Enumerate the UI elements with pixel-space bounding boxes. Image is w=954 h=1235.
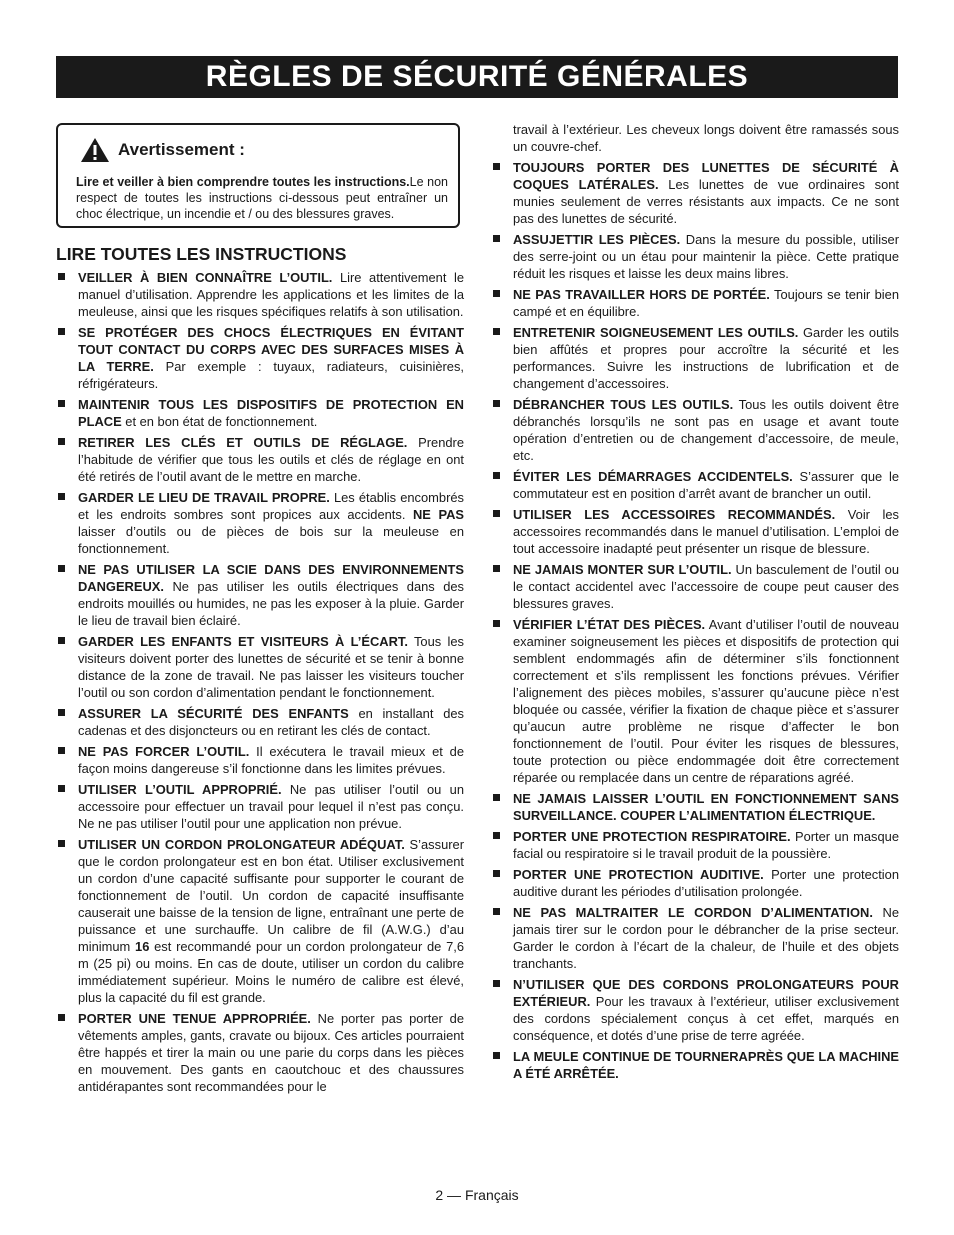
rule-lead: ASSURER LA SÉCURITÉ DES ENFANTS: [78, 706, 349, 721]
rule-text: Les lunettes de vue ordinaires sont munies seulement de verres résistants aux impacts. Ce ne sont pas des lunettes de sécurité.: [513, 177, 900, 226]
rule-lead: GARDER LES ENFANTS ET VISITEURS À L’ÉCART.: [78, 634, 408, 649]
rule-item: [56, 434, 464, 485]
rule-text: Avant d’utiliser l’outil de nouveau examiner soigneusement les pièces et dispositifs de protection qui semblent endommagés afin de déterminer s’ils fonctionnent correctement et s’ils remplissent les fonctions prévues. Vérifier l’alignement des pièces mobiles, s’assurer qu’aucune pièce n’est bloquée ou cassée, vérifier la fixation de chaque pièce et s’assurer qu’aucun autre problème ne risque d’affecter le bon fonctionnement de l’outil. Pour éviter les risques de blessures, toute protection ou pièce endommagée doit être correctement réparée ou remplacée dans un centre de réparations agréé.: [513, 617, 899, 785]
rule-item: [56, 1010, 464, 1095]
rule-item: [56, 561, 464, 629]
rule-item: [491, 904, 899, 972]
square-bullet-icon: [58, 328, 65, 335]
rule-lead: LA MEULE CONTINUE DE TOURNERAPRÈS QUE LA MACHINE A ÉTÉ ARRÊTÉE.: [513, 1049, 899, 1081]
rule-lead: N’UTILISER QUE DES CORDONS PROLONGATEURS POUR EXTÉRIEUR.: [513, 977, 899, 1009]
rule-text: Par exemple : tuyaux, radiateurs, cuisinières, réfrigérateurs.: [78, 359, 464, 391]
rule-lead: SE PROTÉGER DES CHOCS ÉLECTRIQUES EN ÉVITANT TOUT CONTACT DU CORPS AVEC DES SURFACES MISES À LA TERRE.: [78, 325, 464, 374]
rule-item: [491, 324, 899, 392]
square-bullet-icon: [493, 510, 500, 517]
rule-text: et en bon état de fonctionnement.: [121, 414, 318, 429]
rule-item: [491, 828, 899, 862]
right-rule-list: [491, 159, 899, 1082]
section-heading: LIRE TOUTES LES INSTRUCTIONS: [56, 244, 347, 264]
rule-lead: ASSUJETTIR LES PIÈCES.: [513, 232, 681, 247]
rule-text-secondary: laisser d’outils ou de pièces de bois sur la meuleuse en fonctionnement.: [78, 524, 464, 556]
square-bullet-icon: [493, 620, 500, 627]
rule-item: [56, 781, 464, 832]
square-bullet-icon: [493, 400, 500, 407]
rule-item: [491, 468, 899, 502]
rule-item: [56, 269, 464, 320]
rule-item: [56, 324, 464, 392]
square-bullet-icon: [493, 290, 500, 297]
rule-lead: TOUJOURS PORTER DES LUNETTES DE SÉCURITÉ À COQUES LATÉRALES.: [513, 160, 899, 192]
rule-text: Toujours se tenir bien campé et en équilibre.: [513, 287, 899, 319]
square-bullet-icon: [58, 840, 65, 847]
rule-lead: NE PAS FORCER L’OUTIL.: [78, 744, 250, 759]
rule-item: [56, 743, 464, 777]
rule-lead: UTILISER UN CORDON PROLONGATEUR ADÉQUAT.: [78, 837, 405, 852]
square-bullet-icon: [58, 400, 65, 407]
rule-lead-secondary: 16: [130, 939, 150, 954]
rule-lead: VÉRIFIER L’ÉTAT DES PIÈCES.: [513, 617, 706, 632]
rule-text: Ne pas utiliser les outils électriques dans des endroits mouillés ou humides, ne pas les exposer à la pluie. Garder le lieu de travail bien éclairé.: [78, 579, 464, 628]
rule-lead: UTILISER LES ACCESSOIRES RECOMMANDÉS.: [513, 507, 836, 522]
rule-lead: NE PAS TRAVAILLER HORS DE PORTÉE.: [513, 287, 770, 302]
rule-text: Tous les visiteurs doivent porter des lunettes de sécurité et se tenir à bonne distance de la zone de travail. Ne pas laisser les visiteurs toucher l’outil ou son cordon d’alimentation pendant le fonctionnement.: [78, 634, 464, 700]
square-bullet-icon: [58, 637, 65, 644]
square-bullet-icon: [58, 709, 65, 716]
rule-text-secondary: est recommandé pour un cordon prolongateur de 7,6 m (25 pi) ou moins. En cas de doute, utiliser un cordon du calibre immédiatement supérieur. Moins le numéro de calibre est élevé, plus la capacité du fil est grande.: [78, 939, 464, 1005]
rule-text: Porter un masque facial ou respiratoire si le travail produit de la poussière.: [513, 829, 899, 861]
rule-lead: NE JAMAIS MONTER SUR L’OUTIL.: [513, 562, 732, 577]
warning-body-text: Le non respect de toutes les instructions ci-dessous peut entraîner un choc électrique, un incendie et / ou des blessures graves.: [76, 175, 449, 221]
square-bullet-icon: [493, 235, 500, 242]
rule-lead: RETIRER LES CLÉS ET OUTILS DE RÉGLAGE.: [78, 435, 408, 450]
rule-text: Garder les outils bien affûtés et propres pour accroître la sécurité et les performances. Suivre les instructions de lubrification et de changement d’accessoires.: [513, 325, 899, 391]
rule-lead: VEILLER À BIEN CONNAÎTRE L’OUTIL.: [78, 270, 333, 285]
square-bullet-icon: [493, 794, 500, 801]
right-column: [491, 121, 899, 1086]
rule-text: S’assurer que le cordon prolongateur est en bon état. Utiliser exclusivement un cordon d’une capacité suffisante pour supporter le courant de fonctionnement de l’outil. Un cordon de capacité insuffisante causerait une baisse de la tension de ligne, entraînant une perte de puissance et une surchauffe. Un calibre de fil (A.W.G.) d’au minimum: [78, 837, 464, 954]
square-bullet-icon: [58, 273, 65, 280]
rule-text: en installant des cadenas et des disjoncteurs ou en retirant les clés de contact.: [78, 706, 464, 738]
square-bullet-icon: [493, 328, 500, 335]
rule-item: [491, 231, 899, 282]
rule-lead: NE PAS UTILISER LA SCIE DANS DES ENVIRONNEMENTS DANGEREUX.: [78, 562, 464, 594]
rule-text: Les établis encombrés et les endroits sombres sont propices aux accidents.: [78, 490, 464, 522]
rule-text: Lire attentivement le manuel d’utilisation. Apprendre les applications et les limites de la meuleuse, ainsi que les risques spécifiques relatifs à son utilisation.: [78, 270, 464, 319]
rule-text: Un basculement de l’outil ou le contact accidentel avec l’accessoire de coupe peut causer des blessures graves.: [513, 562, 899, 611]
warning-header: [80, 135, 448, 165]
left-rule-list: [56, 269, 464, 1095]
rule-item: [491, 396, 899, 464]
rule-text: Porter une protection auditive durant les périodes d’utilisation prolongée.: [513, 867, 900, 899]
rule-item: [56, 705, 464, 739]
rule-lead-secondary: NE PAS: [405, 507, 464, 522]
rule-text: Tous les outils doivent être débranchés lorsqu’ils ne sont pas en usage et avant toute opération d’entretien ou de changement d’accessoire, de meule, etc.: [513, 397, 899, 463]
rule-lead: NE JAMAIS LAISSER L’OUTIL EN FONCTIONNEMENT SANS SURVEILLANCE. COUPER L’ALIMENTATION ÉLECTRIQUE.: [513, 791, 899, 823]
rule-item: [491, 561, 899, 612]
rule-item: [491, 616, 899, 786]
rule-text: S’assurer que le commutateur est en position d’arrêt avant de brancher un outil.: [513, 469, 900, 501]
rule-lead: MAINTENIR TOUS LES DISPOSITIFS DE PROTECTION EN PLACE: [78, 397, 464, 429]
rule-text: Ne jamais tirer sur le cordon pour le débrancher de la prise secteur. Garder le cordon à l’écart de la chaleur, de l’huile et des objets tranchants.: [513, 905, 900, 971]
rule-lead: DÉBRANCHER TOUS LES OUTILS.: [513, 397, 734, 412]
rule-item: [491, 976, 899, 1044]
rule-item: [491, 159, 899, 227]
page-title: RÈGLES DE SÉCURITÉ GÉNÉRALES: [56, 56, 898, 98]
square-bullet-icon: [58, 565, 65, 572]
rule-text: Dans la mesure du possible, utiliser des serre-joint ou un étau pour maintenir la pièce. Cette pratique réduit les risques et laisse les deux mains libres.: [513, 232, 900, 281]
rule-lead: GARDER LE LIEU DE TRAVAIL PROPRE.: [78, 490, 330, 505]
rule-lead: ÉVITER LES DÉMARRAGES ACCIDENTELS.: [513, 469, 793, 484]
rule-lead: PORTER UNE TENUE APPROPRIÉE.: [78, 1011, 311, 1026]
rule-item: [56, 633, 464, 701]
rule-lead: NE PAS MALTRAITER LE CORDON D’ALIMENTATION.: [513, 905, 873, 920]
square-bullet-icon: [58, 747, 65, 754]
rule-text: Ne porter pas porter de vêtements amples, gants, cravate ou bijoux. Ces articles pourraient être happés et tirer la main ou une parie du corps dans les pièces en mouvement. Des gants en caoutchouc et des chaussures antidérapantes sont recommandées pour le: [78, 1011, 464, 1094]
rule-item: [56, 489, 464, 557]
rule-text: Ne pas utiliser l’outil ou un accessoire pour effectuer un travail pour lequel il n’est pas conçu. Ne ne pas utiliser l’outil pour une application non prévue.: [78, 782, 464, 831]
square-bullet-icon: [493, 472, 500, 479]
left-column: [56, 243, 464, 1099]
continued-text: travail à l’extérieur. Les cheveux longs doivent être ramassés sous un couvre-chef.: [513, 122, 899, 154]
square-bullet-icon: [493, 980, 500, 987]
warning-text: [76, 175, 448, 222]
square-bullet-icon: [493, 1052, 500, 1059]
square-bullet-icon: [493, 565, 500, 572]
square-bullet-icon: [493, 870, 500, 877]
rule-item: [491, 790, 899, 824]
warning-triangle-icon: [80, 137, 110, 163]
rule-lead: PORTER UNE PROTECTION AUDITIVE.: [513, 867, 764, 882]
rule-item: [491, 1048, 899, 1082]
rule-item: [491, 506, 899, 557]
square-bullet-icon: [493, 163, 500, 170]
warning-bold-text: Lire et veiller à bien comprendre toutes les instructions.: [76, 175, 410, 189]
rule-lead: UTILISER L’OUTIL APPROPRIÉ.: [78, 782, 282, 797]
rule-text: Prendre l’habitude de vérifier que tous les outils et clés de réglage en ont été retirés de l’outil avant de le mettre en marche.: [78, 435, 464, 484]
rule-text: Voir les accessoires recommandés dans le manuel d’utilisation. L’emploi de tout accessoire inadapté peut présenter un risque de blessure.: [513, 507, 899, 556]
square-bullet-icon: [58, 1014, 65, 1021]
square-bullet-icon: [493, 908, 500, 915]
square-bullet-icon: [493, 832, 500, 839]
rule-text: Il exécutera le travail mieux et de façon moins dangereuse s’il fonctionne dans les limites prévues.: [78, 744, 464, 776]
rule-item: [491, 866, 899, 900]
page-footer: 2 — Français: [435, 1187, 519, 1203]
rule-lead: ENTRETENIR SOIGNEUSEMENT LES OUTILS.: [513, 325, 799, 340]
warning-title: Avertissement :: [118, 140, 245, 159]
rule-item: [491, 286, 899, 320]
rule-item: [56, 396, 464, 430]
rule-text: Pour les travaux à l’extérieur, utiliser exclusivement des cordons spécialement conçus à cet effet, marqués en conséquence, et dotés d’une prise de terre agréée.: [513, 994, 899, 1043]
square-bullet-icon: [58, 785, 65, 792]
square-bullet-icon: [58, 493, 65, 500]
warning-box: [56, 123, 460, 228]
rule-item: [56, 836, 464, 1006]
square-bullet-icon: [58, 438, 65, 445]
rule-lead: PORTER UNE PROTECTION RESPIRATOIRE.: [513, 829, 791, 844]
